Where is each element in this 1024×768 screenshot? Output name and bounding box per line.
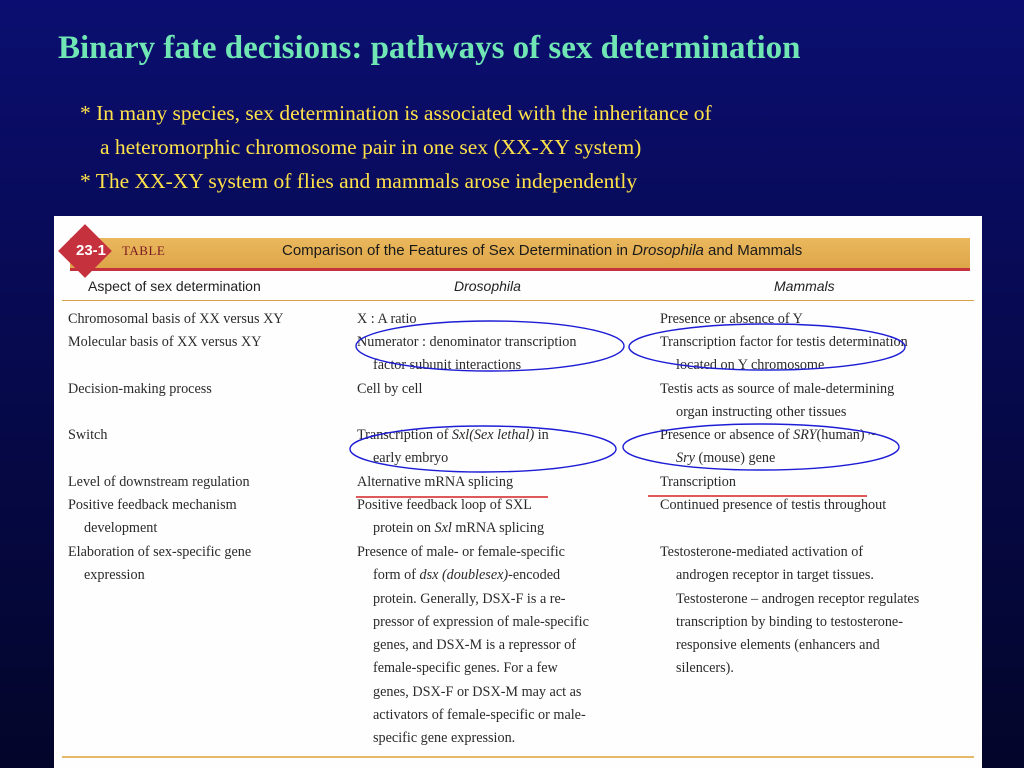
cell-aspect: Decision-making process	[68, 381, 212, 397]
cell-drosophila: Positive feedback loop of SXL protein on Sxl mRNA splicing	[357, 497, 545, 537]
header-divider	[62, 300, 974, 301]
cell-drosophila: Numerator : denominator transcription factor subunit interactions	[357, 334, 577, 374]
bullet-item	[80, 164, 712, 198]
bullet-line: * The XX-XY system of flies and mammals arose independently	[80, 169, 638, 193]
column-header-mammals: Mammals	[774, 278, 835, 294]
table-label: TABLE	[122, 243, 166, 258]
cell-mammals: Presence or absence of SRY(human) ~ Sry (mouse) gene	[660, 427, 876, 467]
cell-drosophila: Presence of male- or female-specific form of dsx (doublesex)-encoded protein. Generally, DSX-F is a re- pressor of expression of male-specific genes, and DSX-M is a repressor of female-specific genes. For a few genes, DSX-F or DSX-M may act as activators of female-specific or male- specific gene expression.	[357, 544, 589, 747]
table-number: 23-1	[75, 242, 107, 259]
cell-mammals: Transcription	[660, 474, 736, 490]
cell-mammals: Testosterone-mediated activation of androgen receptor in target tissues. Testosterone – androgen receptor regulates transcription by binding to testosterone- responsive elements (enhancers and silencers).	[660, 544, 920, 677]
bullet-line-continued: a heteromorphic chromosome pair in one sex (XX-XY system)	[100, 135, 642, 159]
table-figure	[54, 216, 982, 768]
cell-aspect: Chromosomal basis of XX versus XY	[68, 311, 284, 327]
cell-drosophila: X : A ratio	[357, 311, 417, 327]
column-header-aspect: Aspect of sex determination	[88, 278, 261, 294]
cell-aspect: Elaboration of sex-specific gene expression	[68, 544, 252, 584]
table-caption: Comparison of the Features of Sex Determination in Drosophila and Mammals	[282, 242, 803, 259]
cell-aspect: Switch	[68, 427, 108, 443]
bullet-list	[80, 96, 712, 198]
cell-drosophila: Alternative mRNA splicing	[357, 474, 514, 490]
cell-mammals: Transcription factor for testis determination located on Y chromosome	[660, 334, 908, 374]
column-header-drosophila: Drosophila	[454, 278, 521, 294]
slide-title: Binary fate decisions: pathways of sex determination	[58, 30, 801, 66]
table-bottom-rule	[62, 756, 974, 758]
cell-aspect: Positive feedback mechanism development	[68, 497, 237, 537]
cell-drosophila: Transcription of Sxl(Sex lethal) in early embryo	[357, 427, 549, 467]
bullet-line: * In many species, sex determination is associated with the inheritance of	[80, 101, 712, 125]
cell-aspect: Molecular basis of XX versus XY	[68, 334, 262, 350]
cell-mammals: Presence or absence of Y	[660, 311, 803, 327]
cell-mammals: Testis acts as source of male-determining organ instructing other tissues	[660, 381, 895, 421]
cell-mammals: Continued presence of testis throughout	[660, 497, 887, 513]
cell-drosophila: Cell by cell	[357, 381, 423, 397]
cell-aspect: Level of downstream regulation	[68, 474, 250, 490]
bullet-item	[80, 96, 712, 164]
